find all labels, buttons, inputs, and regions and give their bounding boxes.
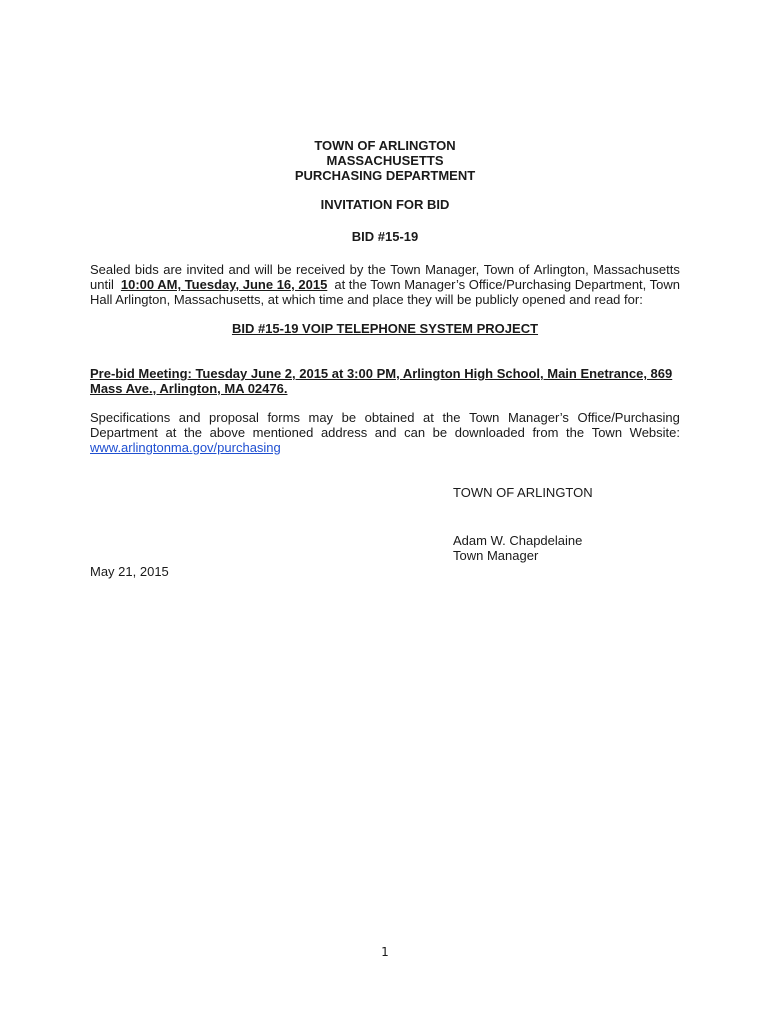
word: received — [296, 262, 346, 277]
signature-name: Adam W. Chapdelaine — [453, 533, 583, 548]
word: Office/Purchasing — [577, 410, 680, 425]
word: Manager, — [425, 262, 480, 277]
signature-title: Town Manager — [453, 548, 539, 563]
word: can — [404, 425, 426, 440]
word: Town — [469, 410, 500, 425]
word: the — [367, 262, 386, 277]
word: and — [228, 262, 251, 277]
word: downloaded — [454, 425, 525, 440]
word: and — [178, 410, 201, 425]
word: Arlington, — [533, 262, 589, 277]
word: at — [165, 425, 177, 440]
header-state: MASSACHUSETTS — [326, 153, 444, 168]
word: by — [349, 262, 364, 277]
purchasing-link[interactable]: www.arlingtonma.gov/purchasing — [90, 440, 281, 455]
spec-line-1 — [90, 410, 680, 425]
word: at — [423, 410, 434, 425]
intro-line-2 — [90, 277, 680, 292]
word: Massachusetts — [593, 262, 680, 277]
header-town: TOWN OF ARLINGTON — [314, 138, 456, 153]
word: be — [277, 262, 292, 277]
word: mentioned — [252, 425, 314, 440]
bid-deadline: 10:00 AM, Tuesday, June 16, 2015 — [120, 277, 328, 292]
word: are — [163, 262, 183, 277]
word: address — [320, 425, 368, 440]
word: forms — [267, 410, 300, 425]
intro-line-1 — [90, 262, 680, 277]
word: obtained — [364, 410, 415, 425]
intro-line-3: Hall Arlington, Massachusetts, at which time and place they will be publicly opened and read for: — [90, 292, 643, 307]
word: proposal — [209, 410, 259, 425]
header-department: PURCHASING DEPARTMENT — [294, 168, 476, 183]
word: above — [209, 425, 246, 440]
word: Sealed — [90, 262, 131, 277]
word: may — [308, 410, 334, 425]
word: from — [532, 425, 559, 440]
page-number: 1 — [381, 945, 389, 959]
word: be — [341, 410, 357, 425]
intro-line-2-end: at the Town Manager’s Office/Purchasing Department, Town — [334, 277, 680, 292]
word: will — [254, 262, 273, 277]
bid-number: BID #15-19 — [351, 229, 419, 244]
prebid-line-1: Pre-bid Meeting: Tuesday June 2, 2015 at 3:00 PM, Arlington High School, Main Enetrance, 869 — [90, 366, 673, 381]
word: of — [518, 262, 530, 277]
spec-line-2 — [90, 425, 680, 440]
word: Website: — [629, 425, 680, 440]
word: and — [374, 425, 397, 440]
word: Town — [483, 262, 515, 277]
word: bids — [134, 262, 159, 277]
prebid-line-2: Mass Ave., Arlington, MA 02476. — [90, 381, 288, 396]
word: Specifications — [90, 410, 171, 425]
word: the — [183, 425, 203, 440]
word: Manager’s — [507, 410, 569, 425]
word: Department — [90, 425, 158, 440]
word: invited — [186, 262, 225, 277]
word: the — [442, 410, 461, 425]
signature-org: TOWN OF ARLINGTON — [453, 485, 593, 500]
word: Town — [390, 262, 421, 277]
word: the — [566, 425, 585, 440]
word: Town — [591, 425, 623, 440]
intro-until: until — [90, 277, 114, 292]
document-date: May 21, 2015 — [90, 564, 169, 579]
invitation-heading: INVITATION FOR BID — [320, 197, 450, 212]
word: be — [432, 425, 448, 440]
project-title: BID #15-19 VOIP TELEPHONE SYSTEM PROJECT — [231, 321, 539, 336]
